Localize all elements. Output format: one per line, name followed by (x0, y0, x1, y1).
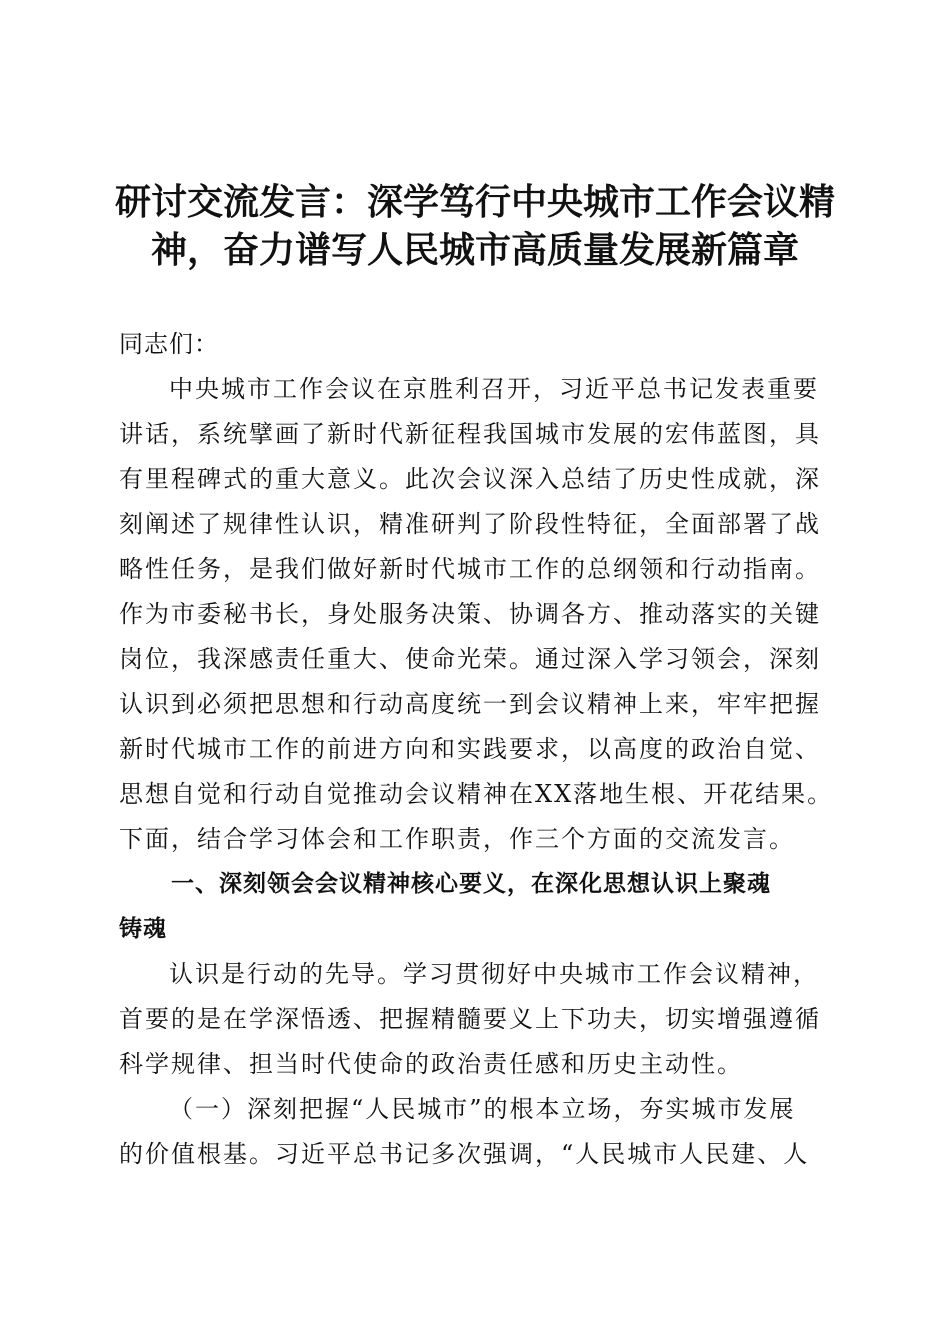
section-heading (119, 862, 839, 952)
text-line: 新时代城市工作的前进方向和实践要求，以高度的政治自觉、 (119, 735, 821, 763)
text-line: 思想自觉和行动自觉推动会议精神在XX落地生根、开花结果。 (119, 780, 834, 808)
title-line: 神，奋力谱写人民城市高质量发展新篇章 (150, 229, 799, 271)
intro-paragraph (119, 367, 839, 862)
heading-line: 铸魂 (119, 916, 167, 942)
document-body (119, 322, 839, 1177)
text-line: 作为市委秘书长，身处服务决策、协调各方、推动落实的关键 (119, 600, 821, 628)
text-line: 首要的是在学深悟透、把握精髓要义上下功夫，切实增强遵循 (119, 1005, 821, 1033)
title-line: 研讨交流发言：深学笃行中央城市工作会议精 (114, 181, 835, 223)
text-line: 讲话，系统擘画了新时代新征程我国城市发展的宏伟蓝图，具 (119, 420, 821, 448)
document-title (105, 178, 845, 274)
salutation: 同志们： (119, 330, 219, 358)
text-line: 中央城市工作会议在京胜利召开，习近平总书记发表重要 (169, 375, 819, 403)
text-line: 的价值根基。习近平总书记多次强调，“人民城市人民建、人 (119, 1140, 810, 1168)
text-line: 认识到必须把思想和行动高度统一到会议精神上来，牢牢把握 (119, 690, 821, 718)
text-line: 刻阐述了规律性认识，精准研判了阶段性特征，全面部署了战 (119, 510, 821, 538)
text-line: 下面，结合学习体会和工作职责，作三个方面的交流发言。 (119, 825, 795, 853)
text-line: 认识是行动的先导。学习贯彻好中央城市工作会议精神， (169, 960, 819, 988)
section-paragraph (119, 952, 839, 1087)
text-line: 有里程碑式的重大意义。此次会议深入总结了历史性成就，深 (119, 465, 821, 493)
text-line: （一）深刻把握“人民城市”的根本立场，夯实城市发展 (169, 1095, 796, 1123)
text-line: 岗位，我深感责任重大、使命光荣。通过深入学习领会，深刻 (119, 645, 821, 673)
subsection-paragraph (119, 1087, 839, 1177)
text-line: 略性任务，是我们做好新时代城市工作的总纲领和行动指南。 (119, 555, 821, 583)
heading-line: 一、深刻领会会议精神核心要义，在深化思想认识上聚魂 (171, 871, 771, 897)
text-line: 科学规律、担当时代使命的政治责任感和历史主动性。 (119, 1050, 743, 1078)
